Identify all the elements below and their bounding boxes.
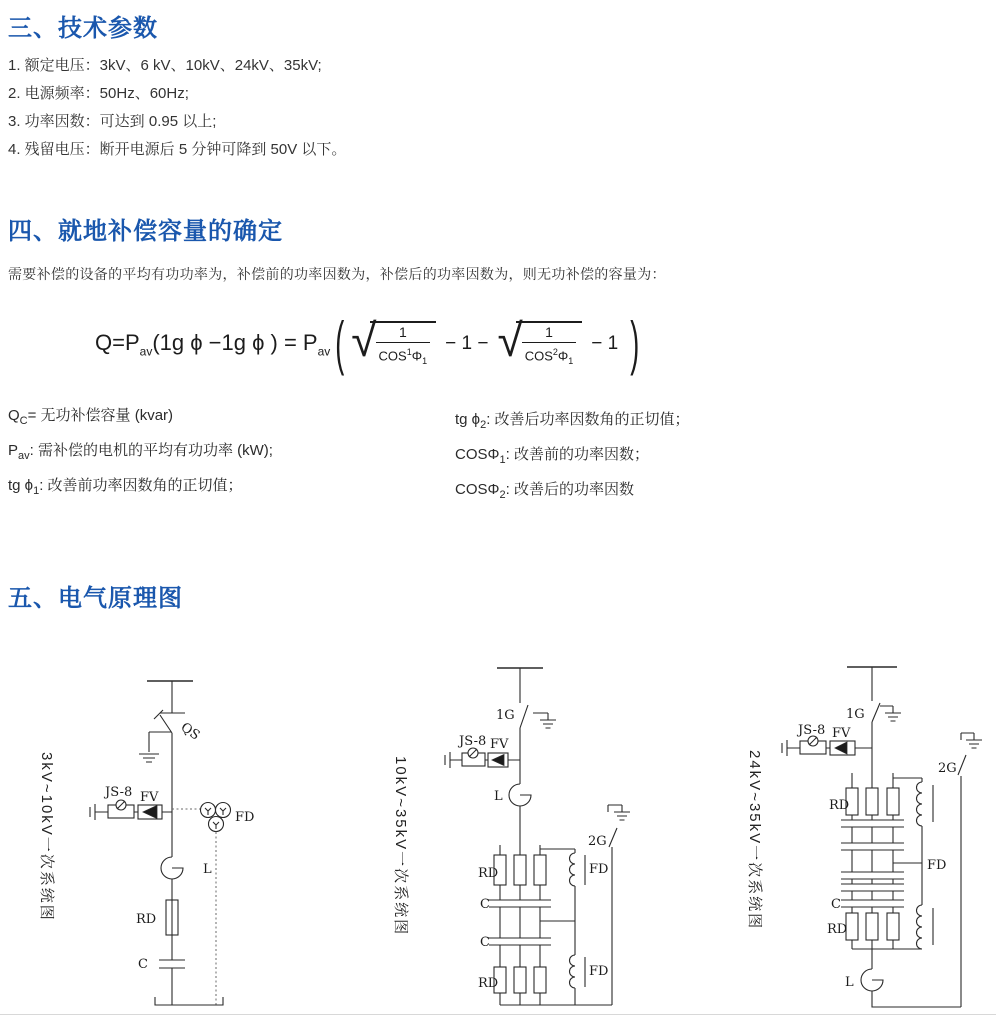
radical-sign: √ (351, 314, 377, 366)
reactor-symbol (161, 857, 183, 879)
definition-row: $P_{av}$: 需补偿的电机的平均有功功率 (kW); (8, 442, 273, 462)
circuit-diagram-24kv-35kv (745, 650, 996, 1015)
tech-params-list (8, 52, 346, 164)
fuse-rd (846, 913, 858, 940)
label-fd: FD (235, 810, 255, 825)
label-fv: FV (140, 790, 159, 805)
label-rd: RD (478, 866, 499, 881)
label-2g: 2G (588, 834, 607, 849)
earth-symbol (961, 733, 982, 748)
capacitor-symbol (159, 960, 185, 968)
bottom-bracket (155, 997, 223, 1005)
fraction-numerator: 1 (545, 324, 553, 340)
discharge-lamp (201, 803, 216, 818)
fraction-denominator: $COS^1\Phi_1$ (376, 342, 431, 369)
fuse-rd (534, 855, 546, 885)
label-fv: FV (490, 737, 509, 752)
capacitor-row (489, 900, 551, 907)
capacitor-row (841, 900, 904, 907)
label-fd: FD (589, 964, 609, 979)
fuse-rd (887, 913, 899, 940)
fuse-rd (534, 967, 546, 993)
fraction-denominator: $COS^2\Phi_1$ (522, 342, 577, 369)
diagram-3-title: 24kV~35kV一次系统图 (746, 750, 763, 931)
label-c: C (480, 935, 490, 950)
label-js8: JS-8 (798, 723, 826, 738)
definition-row: tg $\phi_1$: 改善前功率因数角的正切值； (8, 477, 243, 497)
ground-switch-1g (520, 705, 528, 728)
label-qs: QS (177, 719, 203, 744)
compensation-intro-text: 需要补偿的设备的平均有功功率为，补偿前的功率因数为，补偿后的功率因数为，则无功补偿的容量为： (8, 266, 666, 282)
fuse-rd (514, 855, 526, 885)
section-heading-tech-params: 三、技术参数 (8, 15, 158, 42)
label-l: L (845, 975, 854, 990)
earth-symbol (533, 713, 556, 728)
label-fv: FV (832, 726, 851, 741)
tech-param-item: 3. 功率因数：可达到 0.95 以上; (8, 113, 217, 130)
diagram-1-title: 3kV~10kV一次系统图 (38, 752, 55, 922)
capacitor-row (841, 820, 904, 827)
label-1g: 1G (846, 707, 865, 722)
label-2g: 2G (938, 761, 957, 776)
close-paren: ) (630, 310, 640, 377)
label-rd: RD (829, 798, 850, 813)
discharge-lamp (216, 803, 231, 818)
fraction-numerator: 1 (398, 324, 407, 340)
fuse-rd (866, 913, 878, 940)
discharge-coil-fd (570, 849, 586, 886)
label-1g: 1G (496, 708, 515, 723)
ground-switch-1g (872, 703, 880, 722)
ground-switch-2g (958, 755, 966, 775)
label-l: L (203, 862, 212, 877)
open-paren: ( (335, 310, 345, 377)
sqrt-term-1 (351, 314, 436, 369)
compensation-formula (95, 310, 644, 377)
radical-sign: √ (497, 314, 523, 366)
label-c: C (480, 897, 490, 912)
earth-symbol (139, 732, 171, 762)
reactor-symbol (861, 969, 883, 991)
section-heading-compensation: 四、就地补偿容量的确定 (8, 218, 283, 245)
label-fd: FD (927, 858, 947, 873)
page-bottom-divider (0, 1014, 996, 1015)
circuit-diagram-10kv-35kv (430, 655, 680, 1015)
discharge-coil-fd (917, 905, 934, 949)
label-js8: JS-8 (105, 785, 133, 800)
label-rd: RD (478, 976, 499, 991)
fuse-rd (866, 788, 878, 815)
tech-param-item: 4. 残留电压：断开电源后 5 分钟可降到 50V 以下。 (8, 141, 347, 158)
definition-row: $COS\Phi_2$: 改善后的功率因数 (455, 481, 634, 501)
section-heading-schematics: 五、电气原理图 (8, 585, 183, 612)
tech-param-item: 2. 电源频率：50Hz、60Hz; (8, 85, 189, 102)
definition-row: $Q_C=$ 无功补偿容量 (kvar) (8, 407, 174, 427)
minus-one: − 1 (591, 333, 619, 355)
label-c: C (831, 897, 841, 912)
formula-lhs: $Q=P_{av}(1g$ ϕ −1g ϕ ) = $P_{av}$ (95, 330, 331, 359)
discharge-lamp (209, 817, 224, 832)
minus-one: − 1 − (445, 333, 489, 355)
capacitor-row (489, 938, 551, 945)
earth-symbol (880, 706, 901, 721)
capacitor-row (841, 872, 904, 879)
earth-symbol (608, 805, 630, 820)
circuit-diagram-3kv-10kv (20, 655, 270, 1015)
definition-row: $COS\Phi_1$: 改善前的功率因数； (455, 446, 649, 466)
ground-switch-2g (609, 828, 617, 847)
definition-row: tg $\phi_2$: 改善后功率因数角的正切值； (455, 411, 690, 431)
definitions-left-column (8, 406, 273, 511)
tech-param-item: 1. 额定电压：3kV、6 kV、10kV、24kV、35kV; (8, 57, 322, 74)
label-rd: RD (136, 912, 157, 927)
label-js8: JS-8 (459, 734, 487, 749)
discharge-coil-fd (917, 778, 934, 826)
reactor-symbol (509, 784, 531, 806)
fuse-rd (887, 788, 899, 815)
discharge-coil-fd (570, 955, 586, 1005)
label-fd: FD (589, 862, 609, 877)
label-rd: RD (827, 922, 848, 937)
sqrt-term-2 (497, 314, 582, 369)
capacitor-row (841, 884, 904, 891)
label-l: L (494, 789, 503, 804)
fuse-rd (514, 967, 526, 993)
diagram-2-title: 10kV~35kV一次系统图 (392, 756, 409, 937)
capacitor-row (841, 843, 904, 850)
label-c: C (138, 957, 148, 972)
definitions-right-column (455, 410, 690, 515)
